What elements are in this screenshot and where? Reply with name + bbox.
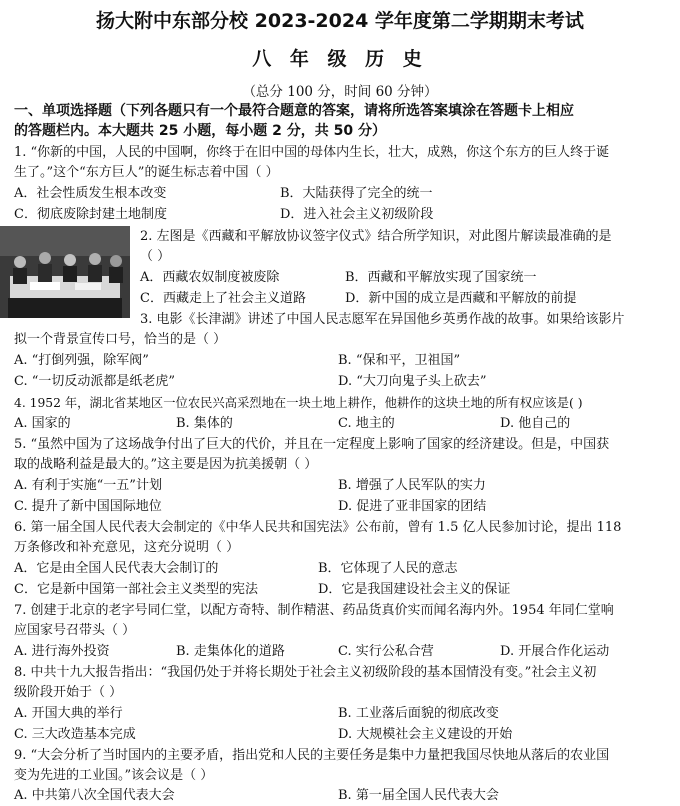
q9-stem-line2: 变为先进的工业国。”该会议是（ ） xyxy=(14,768,214,783)
q5-stem-line1: 5. “虽然中国为了这场战争付出了巨大的代价，并且在一定程度上影响了国家的经济建设。但是，中国获 xyxy=(14,437,610,452)
q3-stem-line2: 拟一个背景宣传口号，恰当的是（ ） xyxy=(14,332,227,347)
q5-option-b: B. 增强了人民军队的实力 xyxy=(338,478,486,493)
q6-option-b: B．它体现了人民的意志 xyxy=(318,561,458,576)
q6-stem-line2: 万条修改和补充意见，这充分说明（ ） xyxy=(14,540,240,555)
q7-option-a: A. 进行海外投资 xyxy=(14,644,110,659)
q7-option-d: D. 开展合作化运动 xyxy=(500,644,610,659)
subject-title: 八 年 级 历 史 xyxy=(252,48,428,70)
q8-option-d: D. 大规模社会主义建设的开始 xyxy=(338,727,513,742)
q8-option-a: A. 开国大典的举行 xyxy=(14,706,123,721)
q5-option-c: C. 提升了新中国国际地位 xyxy=(14,499,162,514)
q4-option-a: A. 国家的 xyxy=(14,416,71,431)
q6-stem-line1: 6. 第一届全国人民代表大会制定的《中华人民共和国宪法》公布前，曾有 1.5 亿人民参加讨论，提出 118 xyxy=(14,520,622,535)
q1-option-a: A．社会性质发生根本改变 xyxy=(14,186,167,201)
q8-stem-line1: 8. 中共十九大报告指出：“我国仍处于并将长期处于社会主义初级阶段的基本国情没有变。”社会主义初 xyxy=(14,665,597,680)
q9-option-b: B. 第一届全国人民代表大会 xyxy=(338,788,499,803)
q3-option-d: D. “大刀向鬼子头上砍去” xyxy=(338,374,487,389)
q9-option-a: A. 中共第八次全国代表大会 xyxy=(14,788,175,803)
q4-option-b: B. 集体的 xyxy=(176,416,233,431)
q1-option-d: D．进入社会主义初级阶段 xyxy=(280,207,434,222)
q3-stem-line1: 3. 电影《长津湖》讲述了中国人民志愿军在异国他乡英勇作战的故事。如果给该影片 xyxy=(140,312,625,327)
q2-option-b: B．西藏和平解放实现了国家统一 xyxy=(345,270,537,285)
q8-option-b: B. 工业落后面貌的彻底改变 xyxy=(338,706,499,721)
q1-stem-line1: 1. “你新的中国，人民的中国啊，你终于在旧中国的母体内生长，壮大，成熟，你这个东方的巨人终于诞 xyxy=(14,145,610,160)
q8-stem-line2: 级阶段开始于（ ） xyxy=(14,685,123,700)
q3-option-a: A. “打倒列强，除军阀” xyxy=(14,353,149,368)
q6-option-c: C．它是新中国第一部社会主义类型的宪法 xyxy=(14,582,258,597)
q1-option-c: C．彻底废除封建土地制度 xyxy=(14,207,167,222)
signing-ceremony-photo xyxy=(0,226,130,318)
section-heading-line2: 的答题栏内。本大题共 25 小题，每小题 2 分，共 50 分） xyxy=(14,123,386,139)
q7-stem-line2: 应国家号召带头（ ） xyxy=(14,623,136,638)
q2-stem-line2: （ ） xyxy=(140,249,171,264)
q5-option-d: D. 促进了亚非国家的团结 xyxy=(338,499,487,514)
q9-stem-line1: 9. “大会分析了当时国内的主要矛盾，指出党和人民的主要任务是集中力量把我国尽快地从落后的农业国 xyxy=(14,748,610,763)
q1-stem-line2: 生了。”这个“东方巨人”的诞生标志着中国（ ） xyxy=(14,165,279,180)
q6-option-d: D．它是我国建设社会主义的保证 xyxy=(318,582,511,597)
q7-option-b: B. 走集体化的道路 xyxy=(176,644,285,659)
q2-option-d: D．新中国的成立是西藏和平解放的前提 xyxy=(345,291,577,306)
q5-option-a: A. 有利于实施“一五”计划 xyxy=(14,478,162,493)
q2-stem-line1: 2. 左图是《西藏和平解放协议签字仪式》结合所学知识，对此图片解读最准确的是 xyxy=(140,229,612,244)
q2-option-c: C．西藏走上了社会主义道路 xyxy=(140,291,306,306)
q4-stem-line1: 4. 1952 年，湖北省某地区一位农民兴高采烈地在一块土地上耕作，他耕作的这块土地的所有权应该是( ) xyxy=(14,396,583,410)
q7-option-c: C. 实行公私合营 xyxy=(338,644,434,659)
q2-option-a: A．西藏农奴制度被废除 xyxy=(140,270,280,285)
score-info: （总分 100 分，时间 60 分钟） xyxy=(242,84,438,100)
q6-option-a: A．它是由全国人民代表大会制订的 xyxy=(14,561,219,576)
q3-option-c: C. “一切反动派都是纸老虎” xyxy=(14,374,176,389)
q1-option-b: B．大陆获得了完全的统一 xyxy=(280,186,433,201)
school-title: 扬大附中东部分校 2023-2024 学年度第二学期期末考试 xyxy=(96,10,584,32)
q8-option-c: C. 三大改造基本完成 xyxy=(14,727,136,742)
q4-option-c: C. 地主的 xyxy=(338,416,395,431)
q7-stem-line1: 7. 创建于北京的老字号同仁堂，以配方奇特、制作精湛、药品货真价实而闻名海内外。1954 年同仁堂响 xyxy=(14,603,614,618)
q5-stem-line2: 取的战略利益是最大的。”这主要是因为抗美援朝（ ） xyxy=(14,457,318,472)
q4-option-d: D. 他自己的 xyxy=(500,416,571,431)
q3-option-b: B. “保和平，卫祖国” xyxy=(338,353,461,368)
section-heading-line1: 一、单项选择题（下列各题只有一个最符合题意的答案，请将所选答案填涂在答题卡上相应 xyxy=(14,103,574,119)
